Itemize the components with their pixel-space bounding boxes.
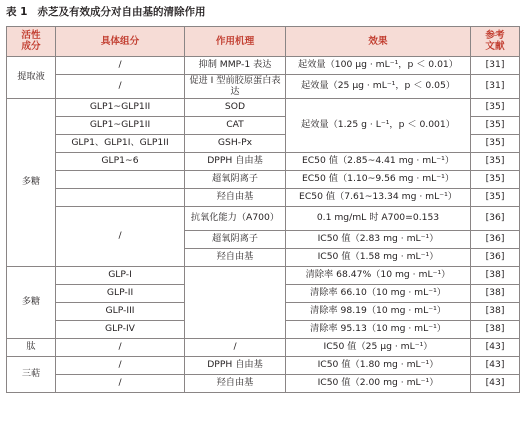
mechanism-cell: 超氧阴离子	[185, 231, 286, 249]
group-cell: 多糖	[7, 99, 56, 267]
group-cell: 肽	[7, 339, 56, 357]
table-caption	[6, 4, 205, 19]
reference-cell: [43]	[471, 375, 520, 393]
effect-cell: 清除率 66.10（10 mg · mL⁻¹）	[286, 285, 471, 303]
table-header-row	[7, 27, 520, 57]
mechanism-cell: 促进 I 型前胶原蛋白表达	[185, 75, 286, 99]
table-row	[7, 189, 520, 207]
reference-cell: [38]	[471, 267, 520, 285]
specific-cell: /	[56, 75, 185, 99]
effect-cell: 清除率 98.19（10 mg · mL⁻¹）	[286, 303, 471, 321]
effect-cell: IC50 值（25 μg · mL⁻¹）	[286, 339, 471, 357]
specific-cell: /	[56, 339, 185, 357]
specific-cell: /	[56, 207, 185, 267]
specific-cell: GLP1~GLP1II	[56, 117, 185, 135]
reference-cell: [38]	[471, 321, 520, 339]
mechanism-cell: GSH-Px	[185, 135, 286, 153]
effect-cell: 起效量（100 μg · mL⁻¹，p ＜ 0.01）	[286, 57, 471, 75]
mechanism-cell: 抑制 MMP-1 表达	[185, 57, 286, 75]
reference-cell: [43]	[471, 357, 520, 375]
mechanism-cell: 羟自由基	[185, 375, 286, 393]
header-effect: 效果	[286, 27, 471, 57]
table-row	[7, 339, 520, 357]
mechanism-cell: 羟自由基	[185, 249, 286, 267]
header-reference: 参考文献	[471, 27, 520, 57]
reference-cell: [35]	[471, 171, 520, 189]
mechanism-cell: 超氧阴离子	[185, 171, 286, 189]
group-cell: 多糖	[7, 267, 56, 339]
specific-cell: GLP1~GLP1II	[56, 99, 185, 117]
effect-cell: IC50 值（2.00 mg · mL⁻¹）	[286, 375, 471, 393]
reference-cell: [35]	[471, 117, 520, 135]
reference-cell: [43]	[471, 339, 520, 357]
specific-cell: /	[56, 357, 185, 375]
reference-cell: [35]	[471, 99, 520, 117]
table-row	[7, 153, 520, 171]
reference-cell: [35]	[471, 153, 520, 171]
mechanism-cell: 羟自由基	[185, 189, 286, 207]
effect-cell: EC50 值（7.61~13.34 mg · mL⁻¹）	[286, 189, 471, 207]
effect-cell: 起效量（25 μg · mL⁻¹，p ＜ 0.05）	[286, 75, 471, 99]
table-row	[7, 57, 520, 75]
mechanism-cell: SOD	[185, 99, 286, 117]
effect-cell: EC50 值（1.10~9.56 mg · mL⁻¹）	[286, 171, 471, 189]
mechanism-cell: CAT	[185, 117, 286, 135]
specific-cell: GLP-IV	[56, 321, 185, 339]
effect-cell: IC50 值（2.83 mg · mL⁻¹）	[286, 231, 471, 249]
header-mechanism: 作用机理	[185, 27, 286, 57]
specific-cell: GLP-I	[56, 267, 185, 285]
effect-cell: EC50 值（2.85~4.41 mg · mL⁻¹）	[286, 153, 471, 171]
mechanism-cell: /	[185, 339, 286, 357]
mechanism-cell: DPPH 自由基	[185, 357, 286, 375]
reference-cell: [35]	[471, 135, 520, 153]
effect-cell: IC50 值（1.58 mg · mL⁻¹）	[286, 249, 471, 267]
group-cell: 提取液	[7, 57, 56, 99]
mechanism-cell: DPPH 自由基	[185, 153, 286, 171]
mechanism-cell: 抗氧化能力（A700）	[185, 207, 286, 231]
specific-cell: GLP1、GLP1I、GLP1II	[56, 135, 185, 153]
reference-cell: [38]	[471, 303, 520, 321]
effect-cell: 清除率 95.13（10 mg · mL⁻¹）	[286, 321, 471, 339]
specific-cell: GLP-II	[56, 285, 185, 303]
header-component: 活性成分	[7, 27, 56, 57]
reference-cell: [38]	[471, 285, 520, 303]
table-container	[6, 26, 505, 393]
reference-cell: [36]	[471, 249, 520, 267]
table-row	[7, 207, 520, 231]
table-row	[7, 171, 520, 189]
effect-cell: 0.1 mg/mL 时 A700=0.153	[286, 207, 471, 231]
specific-cell: /	[56, 375, 185, 393]
specific-cell: /	[56, 57, 185, 75]
header-specific: 具体组分	[56, 27, 185, 57]
reference-cell: [35]	[471, 189, 520, 207]
reference-cell: [36]	[471, 231, 520, 249]
reference-cell: [31]	[471, 75, 520, 99]
table-row	[7, 267, 520, 285]
data-table	[6, 26, 520, 393]
mechanism-cell	[185, 267, 286, 339]
table-title: 赤芝及有效成分对自由基的清除作用	[37, 6, 206, 18]
specific-cell	[56, 189, 185, 207]
table-row	[7, 75, 520, 99]
specific-cell: GLP1~6	[56, 153, 185, 171]
specific-cell: GLP-III	[56, 303, 185, 321]
effect-cell: 清除率 68.47%（10 mg · mL⁻¹）	[286, 267, 471, 285]
specific-cell	[56, 171, 185, 189]
table-row	[7, 357, 520, 375]
effect-cell: IC50 值（1.80 mg · mL⁻¹）	[286, 357, 471, 375]
effect-cell: 起效量（1.25 g · L⁻¹，p ＜ 0.001）	[286, 99, 471, 153]
table-row	[7, 375, 520, 393]
reference-cell: [36]	[471, 207, 520, 231]
group-cell: 三萜	[7, 357, 56, 393]
reference-cell: [31]	[471, 57, 520, 75]
table-number: 表 1	[6, 6, 28, 18]
table-row	[7, 99, 520, 117]
